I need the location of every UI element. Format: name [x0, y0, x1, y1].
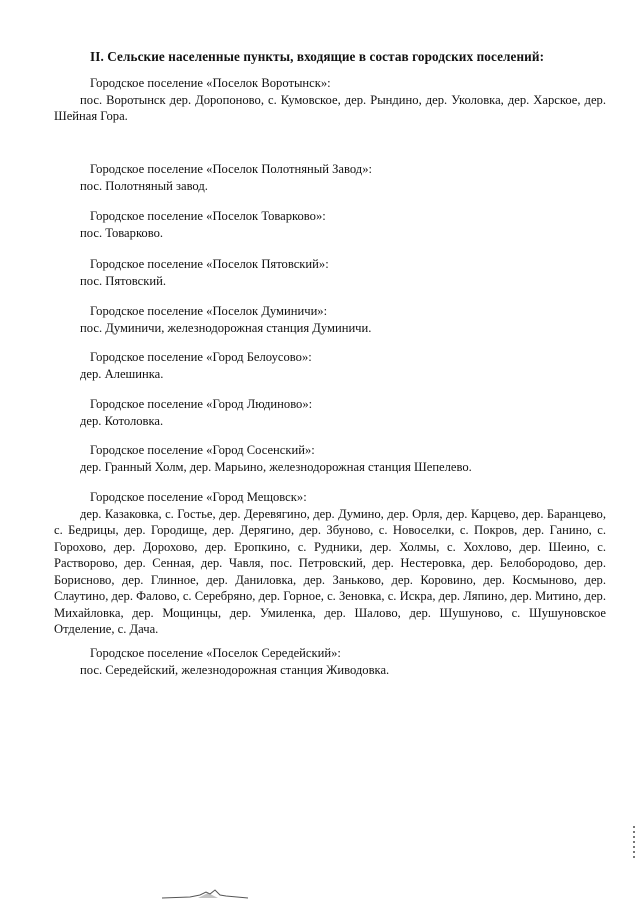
settlement-body: пос. Думиничи, железнодорожная станция Думиничи.: [80, 320, 372, 335]
settlement-body: пос. Воротынск дер. Доропоново, с. Кумовское, дер. Рындино, дер. Уколовка, дер. Харское, дер. Шейная Гора.: [54, 92, 606, 123]
settlement-block: [80, 161, 605, 194]
settlement-title: Городское поселение «Город Людиново»:: [90, 397, 313, 411]
settlement-body: дер. Котоловка.: [80, 413, 164, 428]
settlement-body: пос. Полотняный завод.: [80, 178, 208, 193]
settlement-body: пос. Товарково.: [80, 225, 164, 240]
settlement-body: пос. Середейский, железнодорожная станция Живодовка.: [80, 662, 390, 677]
settlement-body: дер. Гранный Холм, дер. Марьино, железнодорожная станция Шепелево.: [80, 459, 472, 474]
settlement-block: [80, 442, 605, 475]
settlement-title: Городское поселение «Город Белоусово»:: [90, 350, 312, 364]
settlement-title: Городское поселение «Город Сосенский»:: [90, 443, 315, 457]
settlement-block: [80, 349, 605, 382]
settlement-block: [80, 396, 605, 429]
scan-smudge-mark: [160, 886, 250, 900]
settlement-block: [54, 75, 606, 125]
settlement-block: [80, 303, 605, 336]
settlement-block: [80, 645, 605, 678]
scan-edge-mark: [633, 826, 635, 860]
settlement-title: Городское поселение «Поселок Воротынск»:: [90, 76, 331, 90]
settlement-body: пос. Пятовский.: [80, 273, 166, 288]
settlement-title: Городское поселение «Поселок Думиничи»:: [90, 304, 328, 318]
settlement-title: Городское поселение «Поселок Пятовский»:: [90, 257, 329, 271]
settlement-block: [80, 256, 605, 289]
settlement-body: дер. Казаковка, с. Гостье, дер. Деревягино, дер. Думино, дер. Орля, дер. Карцево, дер. Баранцево, с. Бедрицы, дер. Городище, дер. Дерягино, дер. Збуново, с. Новоселки, с. Покров, дер. Ганино, с. Горохово, дер. Дорохово, дер. Еропкино, с. Рудники, дер. Холмы, с. Хохлово, дер. Шеино, с. Растворово, дер. Сенная, дер. Чавля, пос. Петровский, дер. Нестеровка, дер. Белобородово, дер. Борисново, дер. Глинное, дер. Даниловка, дер. Заньково, дер. Коровино, дер. Космыново, дер. Слаутино, дер. Фалово, с. Серебряно, дер. Горное, с. Зеновка, с. Искра, дер. Ляпино, дер. Митино, дер. Михайловка, дер. Мощинцы, дер. Умиленка, дер. Шалово, дер. Шушуново, с. Шушуновское Отделение, с. Дача.: [54, 506, 606, 636]
settlement-title: Городское поселение «Поселок Полотняный Завод»:: [90, 162, 372, 176]
settlement-block: [80, 208, 605, 241]
settlement-title: Городское поселение «Поселок Середейский»:: [90, 646, 341, 660]
settlement-title: Городское поселение «Город Мещовск»:: [90, 490, 307, 504]
settlement-title: Городское поселение «Поселок Товарково»:: [90, 209, 326, 223]
settlement-block: [54, 489, 606, 638]
section-heading: II. Сельские населенные пункты, входящие в состав городских поселений:: [90, 49, 545, 64]
settlement-body: дер. Алешинка.: [80, 366, 164, 381]
